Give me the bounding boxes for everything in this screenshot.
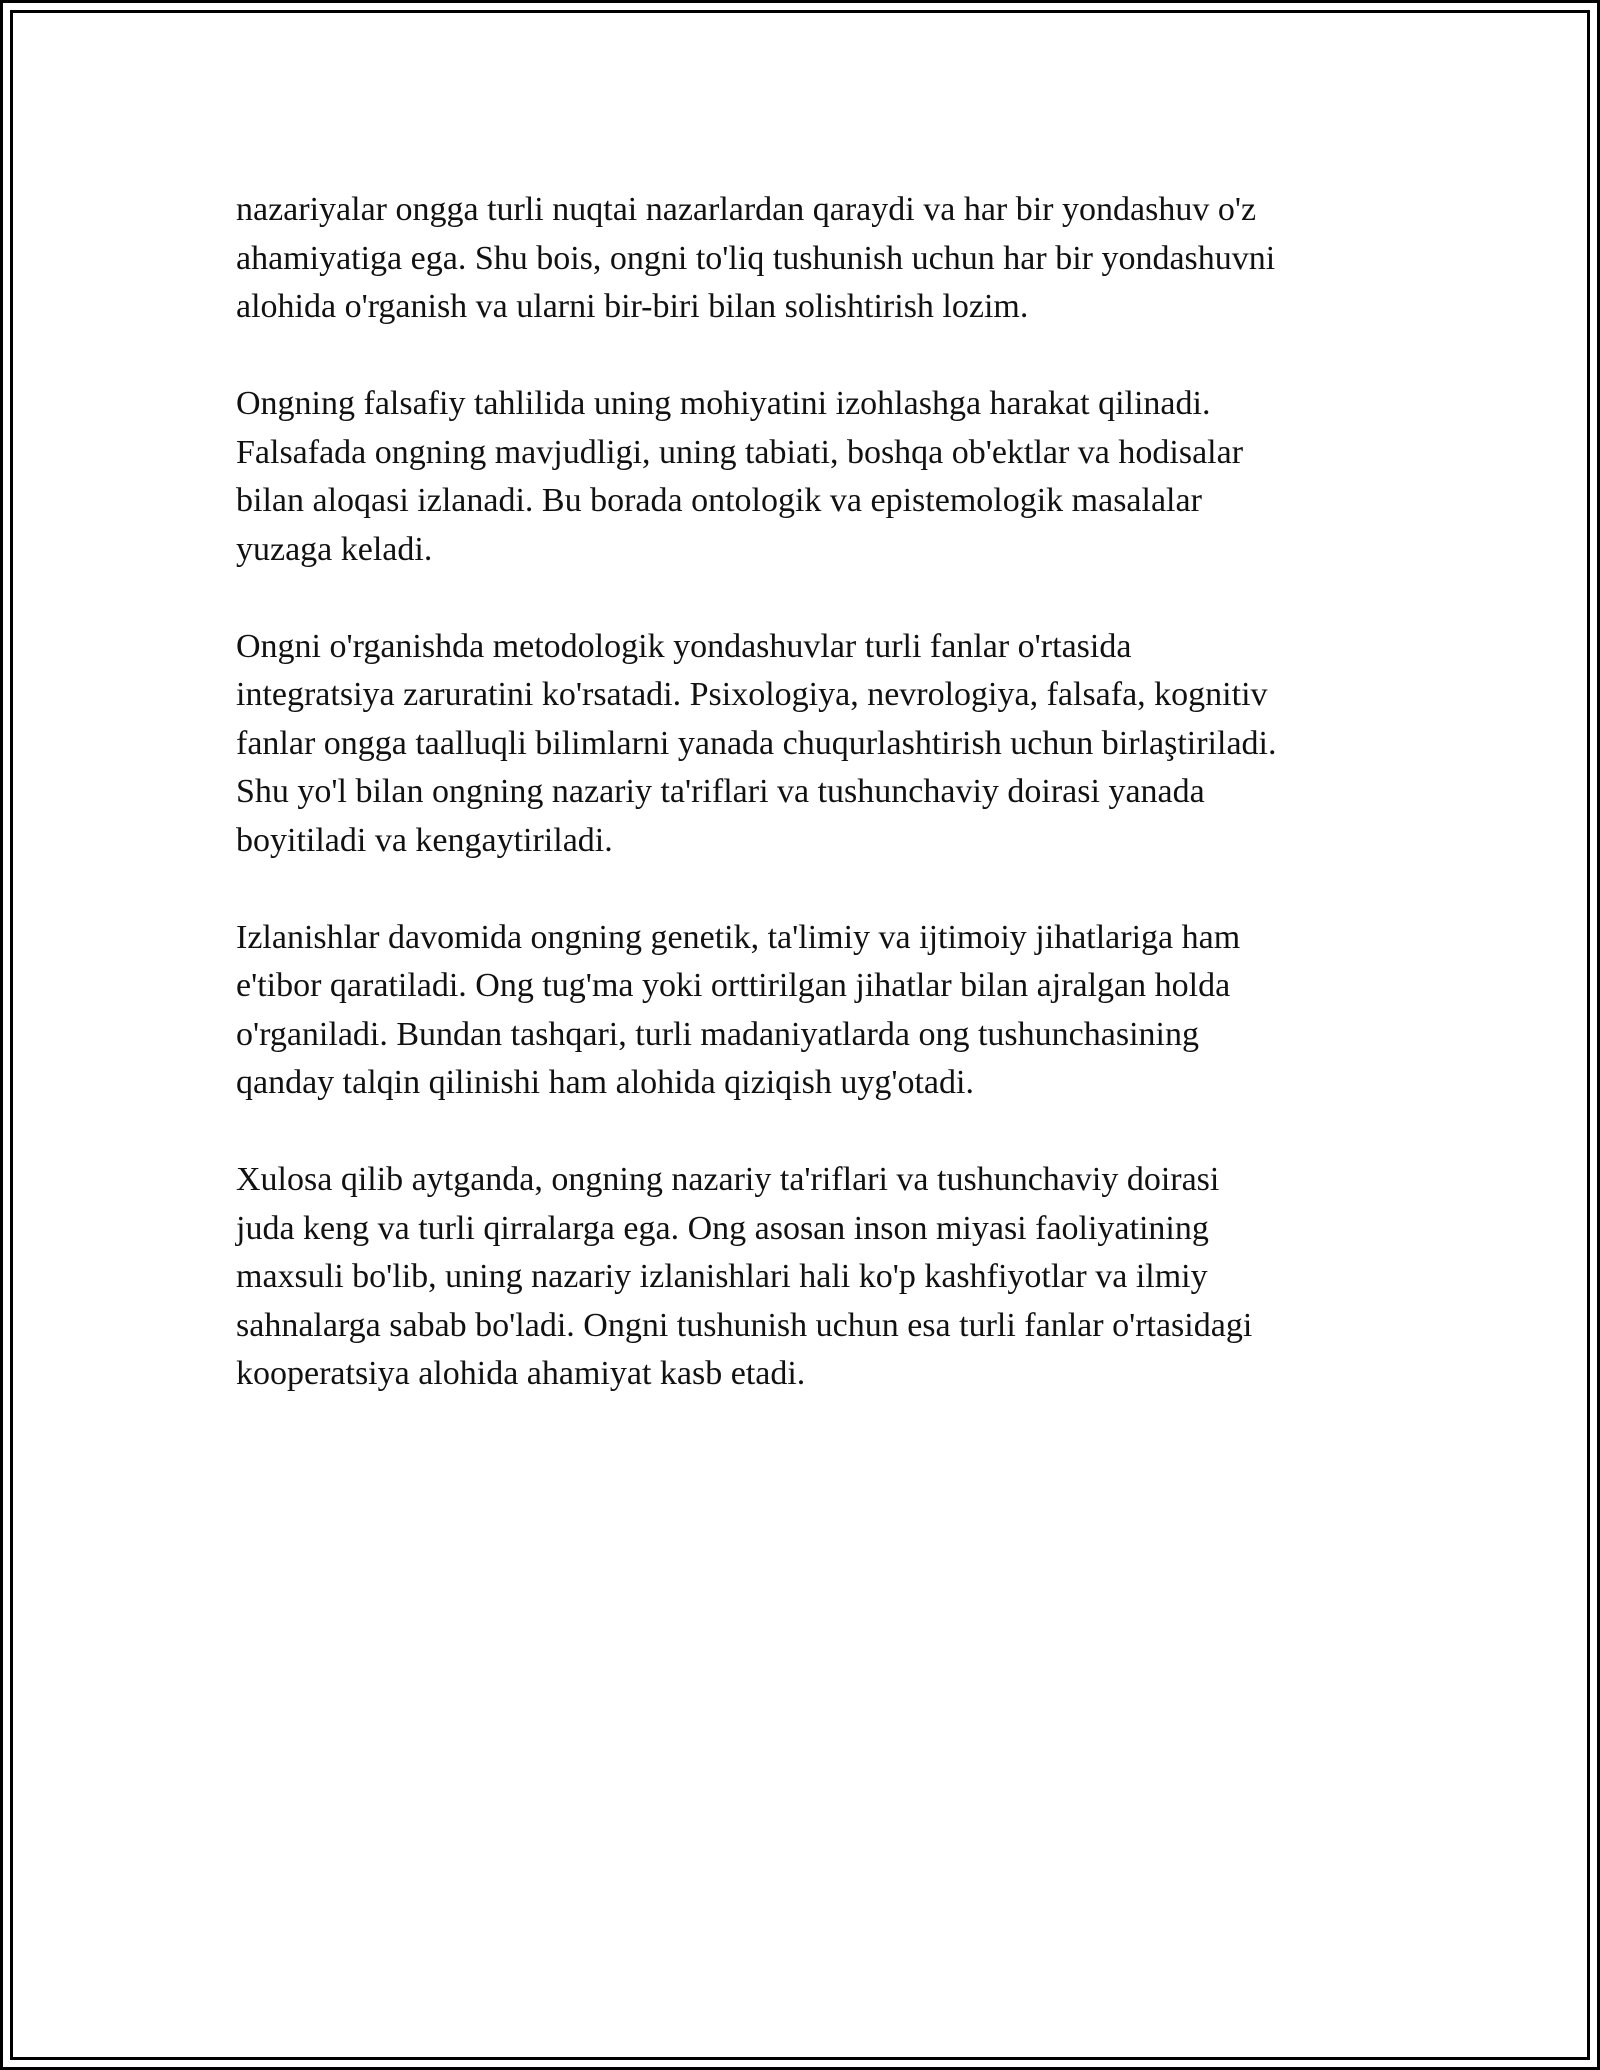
text-line: Xulosa qilib aytganda, ongning nazariy ta'riflari va tushunchaviy doirasi	[236, 1161, 1220, 1198]
text-line: qanday talqin qilinishi ham alohida qiziqish uyg'otadi.	[236, 1064, 974, 1101]
paragraph-2	[236, 380, 1386, 574]
text-line: nazariyalar ongga turli nuqtai nazarlardan qaraydi va har bir yondashuv o'z	[236, 191, 1257, 228]
text-line: ahamiyatiga ega. Shu bois, ongni to'liq tushunish uchun har bir yondashuvni	[236, 239, 1276, 277]
text-line: juda keng va turli qirralarga ega. Ong asosan inson miyasi faoliyatining	[236, 1209, 1209, 1247]
paragraph-4	[236, 914, 1386, 1108]
paragraph-1	[236, 186, 1386, 332]
text-line: bilan aloqasi izlanadi. Bu borada ontologik va epistemologik masalalar	[236, 482, 1202, 519]
text-line: fanlar ongga taalluqli bilimlarni yanada chuqurlashtirish uchun birlaştiriladi.	[236, 724, 1277, 762]
paragraph-3	[236, 623, 1386, 866]
text-line: boyitiladi va kengaytiriladi.	[236, 821, 613, 859]
text-line: kooperatsiya alohida ahamiyat kasb etadi.	[236, 1355, 806, 1392]
text-line: Izlanishlar davomida ongning genetik, ta'limiy va ijtimoiy jihatlariga ham	[236, 918, 1241, 956]
document-body	[236, 186, 1386, 1447]
text-line: e'tibor qaratiladi. Ong tug'ma yoki orttirilgan jihatlar bilan ajralgan holda	[236, 967, 1231, 1004]
text-line: Falsafada ongning mavjudligi, uning tabiati, boshqa ob'ektlar va hodisalar	[236, 433, 1244, 471]
text-line: Shu yo'l bilan ongning nazariy ta'riflari va tushunchaviy doirasi yanada	[236, 773, 1205, 810]
text-line: yuzaga keladi.	[236, 530, 433, 568]
text-line: Ongni o'rganishda metodologik yondashuvlar turli fanlar o'rtasida	[236, 627, 1132, 665]
text-line: sahnalarga sabab bo'ladi. Ongni tushunish uchun esa turli fanlar o'rtasidagi	[236, 1306, 1253, 1344]
text-line: o'rganiladi. Bundan tashqari, turli madaniyatlarda ong tushunchasining	[236, 1015, 1199, 1053]
text-line: Ongning falsafiy tahlilida uning mohiyatini izohlashga harakat qilinadi.	[236, 385, 1211, 422]
text-line: maxsuli bo'lib, uning nazariy izlanishlari hali ko'p kashfiyotlar va ilmiy	[236, 1258, 1208, 1295]
paragraph-5	[236, 1156, 1386, 1399]
text-line: integratsiya zaruratini ko'rsatadi. Psixologiya, nevrologiya, falsafa, kognitiv	[236, 676, 1268, 713]
text-line: alohida o'rganish va ularni bir-biri bilan solishtirish lozim.	[236, 288, 1029, 325]
